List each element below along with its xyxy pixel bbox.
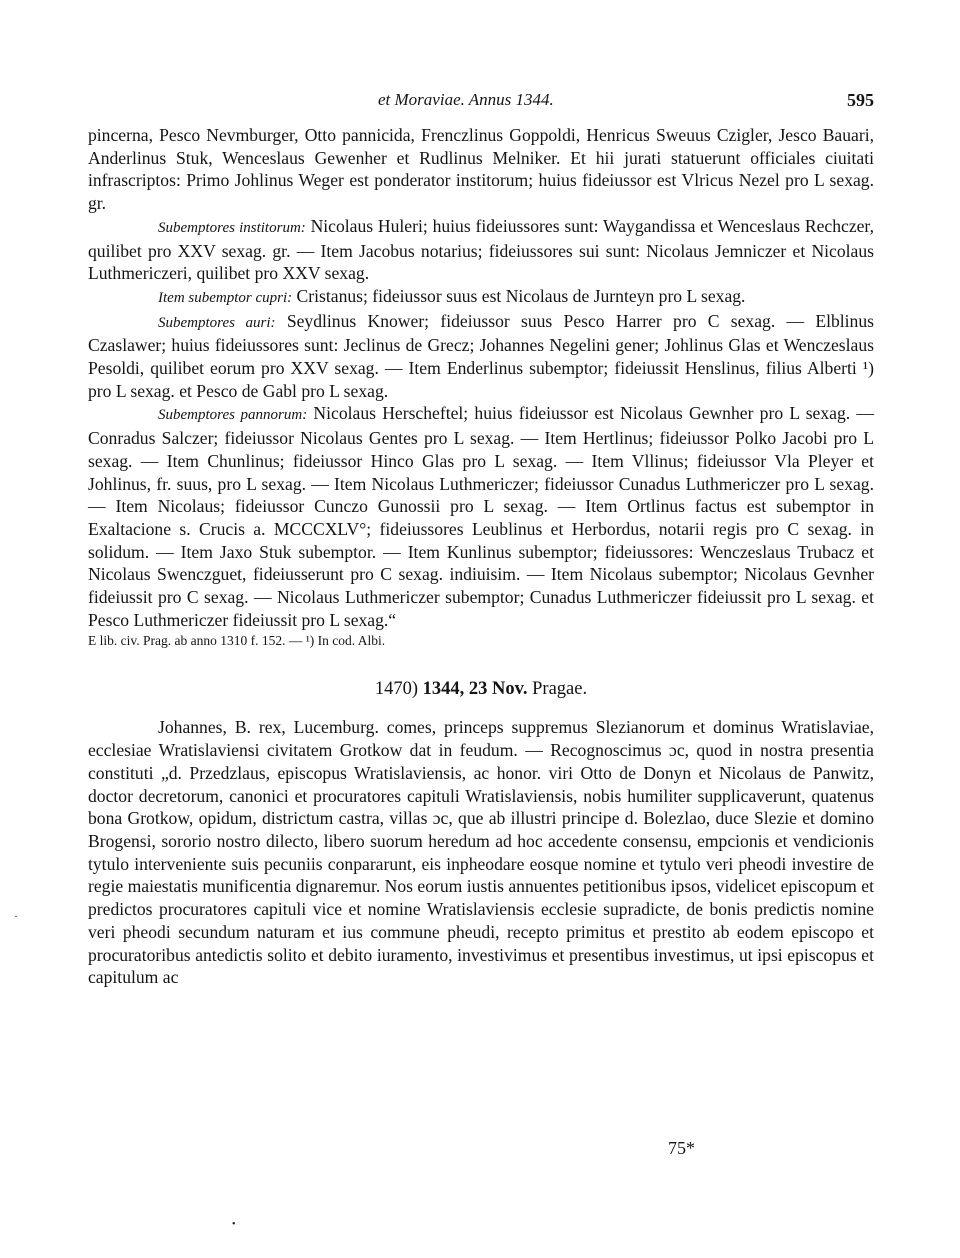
paragraph bbox=[88, 402, 874, 631]
paragraph: pincerna, Pesco Nevmburger, Otto pannicida, Frenczlinus Goppoldi, Henricus Sweuus Czigler, Jesco Bauari, Anderlinus Stuk, Wenceslaus Gewenher et Rudlinus Melniker. Et hii jurati statuerunt officiales ciuitati infrascriptos: Primo Johlinus Weger est ponderator institorum; huius fideiussor est Vlricus Nezel pro L sexag. gr. bbox=[88, 125, 874, 214]
paragraph bbox=[88, 215, 874, 285]
document-number: 1470) bbox=[374, 679, 419, 700]
paragraph-text: Nicolaus Huleri; huius fideiussores sunt: Waygandissa et Wenceslaus Rechczer, quilibet pro XXV sexag. gr. — Item Jacobus notarius; fideiussores sui sunt: Nicolaus Jemniczer et Nicolaus Luthmericzeri, quilibet pro XXV sexag. bbox=[88, 215, 874, 284]
document-heading bbox=[88, 679, 874, 700]
signature-mark: 75* bbox=[668, 1138, 695, 1158]
document-date: 1344, 23 Nov. bbox=[422, 679, 528, 700]
bottom-dot-icon: • bbox=[232, 1219, 236, 1230]
paragraph-text: Nicolaus Herscheftel; huius fideiussor est Nicolaus Gewnher pro L sexag. — Conradus Salczer; fideiussor Nicolaus Gentes pro L sexag. — Item Hertlinus; fideiussor Polko Jacobi pro L sexag. — Item Chunlinus; fideiussor Hinco Glas pro L sexag. — Item Vllinus; fideiussor Vla Pleyer et Johlinus, fr. suus, pro L sexag. — Item Nicolaus Luthmericzer; fideiussor Cunadus Luthmericzer pro L sexag. — Item Nicolaus; fideiussor Cunczo Gunossii pro L sexag. — Item Ortlinus factus est subemptor in Exaltacione s. Crucis a. MCCCXLV°; fideiussores Leublinus et Herbordus, notarii regis pro C sexag. in solidum. — Item Jaxo Stuk subemptor. — Item Kunlinus subemptor; fideiussores: Wenczeslaus Trubacz et Nicolaus Swenczguet, fideiusserunt pro C sexag. indiuisim. — Item Nicolaus subemptor; Nicolaus Gevnher fideiussit pro C sexag. — Nicolaus Luthmericzer subemptor; Cunadus Luthmericzer fideiussit pro L sexag. et Pesco Luthmericzer fideiussit pro L sexag.“ bbox=[88, 403, 874, 630]
running-title: et Moraviae. Annus 1344. bbox=[378, 90, 554, 109]
document-text bbox=[88, 716, 874, 988]
running-head bbox=[88, 84, 874, 110]
continuation-text bbox=[88, 124, 874, 651]
section-lead: Subemptores pannorum: bbox=[158, 407, 308, 424]
paragraph bbox=[88, 285, 874, 310]
paragraph: Johannes, B. rex, Lucemburg. comes, princeps suppremus Slezianorum et dominus Wratislaviae, ecclesiae Wratislaviensi civitatem Grotkow dat in feudum. — Recognoscimus ɔc, quod in nostra presentia constituti „d. Przedzlaus, episcopus Wratislaviensis, ac honor. viri Otto de Donyn et Nicolaus de Panwitz, doctor decretorum, canonici et procuratores capituli Wratislaviensis, nobis humiliter supplicaverunt, quatenus bona Grotkow, opidum, districtum castra, villas ɔc, que ab illustri principe d. Bolezlao, duce Slezie et domino Brogensi, sororio nostro dilecto, libero suorum heredum ad hoc accedente consensu, empcionis et vendicionis tytulo interveniente suis pecuniis conpararunt, eis inpheodare eosque nomine et tytulo veri pheodi investire de regie maiestatis munificentia dignaremur. Nos eorum iustis annuentes petitionibus ipsos, videlicet episcopum et predictos procuratores capituli vice et nomine Wratislaviensis ecclesie supradicte, de bonis predictis nomine veri pheodi secundum naturam et ius commune pheudi, recepto primitus et prestito ab eodem episcopo et procuratoribus antedictis solito et debito iuramento, investivimus et presentibus investimus, ut ipsi episcopus et capitulum ac bbox=[88, 717, 874, 988]
section-lead: Item subemptor cupri: bbox=[158, 289, 293, 306]
document-place: Pragae. bbox=[532, 679, 588, 700]
page bbox=[88, 84, 874, 989]
paragraph-text: Seydlinus Knower; fideiussor suus Pesco Harrer pro C sexag. — Elblinus Czaslawer; huius fideiussores sunt: Jeclinus de Grecz; Johannes Negelini gener; Johlinus Glas et Wenczeslaus Pesoldi, quilibet eorum pro XXV sexag. — Item Enderlinus subemptor; fideiussit Henslinus, filius Alberti ¹) pro L sexag. et Pesco de Gabl pro L sexag. bbox=[88, 310, 875, 401]
paragraph-text: Cristanus; fideiussor suus est Nicolaus de Jurnteyn pro L sexag. bbox=[292, 285, 746, 306]
section-lead: Subemptores auri: bbox=[158, 314, 276, 331]
paragraph bbox=[88, 310, 874, 403]
page-number: 595 bbox=[847, 90, 874, 110]
source-note: E lib. civ. Prag. ab anno 1310 f. 152. — ¹) In cod. Albi. bbox=[88, 633, 386, 649]
section-lead: Subemptores institorum: bbox=[158, 219, 306, 236]
margin-dot-icon: · bbox=[14, 909, 18, 923]
